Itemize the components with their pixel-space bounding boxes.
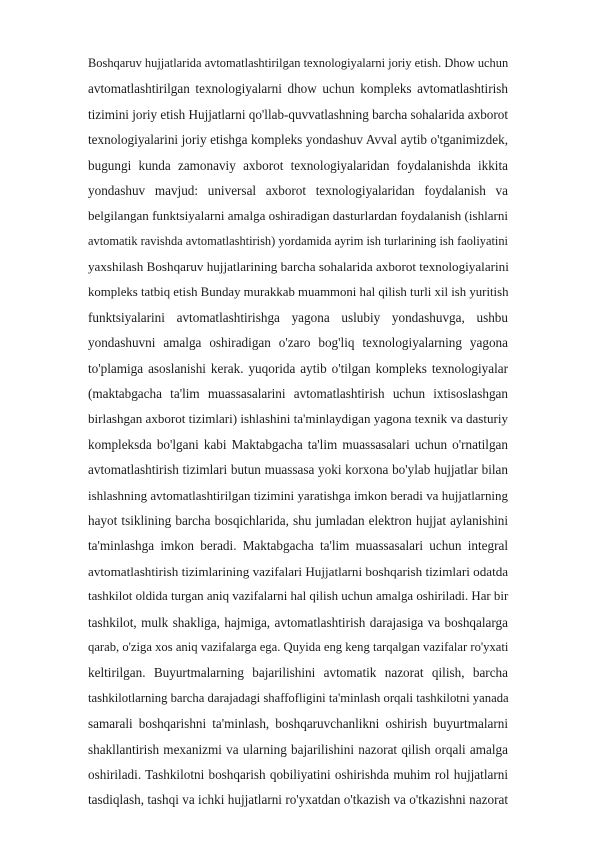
text-line: bugungi kunda zamonaviy axborot texnologiyalaridan foydalanishda ikkita — [88, 157, 508, 173]
text-line: ishlashning avtomatlashtirilgan tizimini yaratishga imkon beradi va hujjatlarning — [88, 487, 508, 503]
text-line: samarali boshqarishni ta'minlash, boshqaruvchanlikni oshirish buyurtmalarni — [88, 716, 508, 732]
text-line: belgilangan funktsiyalarni amalga oshiradigan dasturlardan foydalanish (ishlarni — [88, 208, 508, 224]
text-line: birlashgan axborot tizimlari) ishlashini ta'minlaydigan yagona texnik va dasturiy — [88, 411, 508, 427]
text-line: avtomatlashtirish tizimlarining vazifalari Hujjatlarni boshqarish tizimlari odatda — [88, 563, 509, 579]
text-line: to'plamiga asoslanishi kerak. yuqorida aytib o'tilgan kompleks texnologiyalar — [88, 360, 508, 376]
text-line: Boshqaruv hujjatlarida avtomatlashtirilgan texnologiyalarni joriy etish. Dhow uchun — [88, 56, 509, 70]
text-line: kompleksda bo'lgani kabi Maktabgacha ta'lim muassasalari uchun o'rnatilgan — [88, 436, 508, 452]
text-line: yondashuv mavjud: universal axborot texnologiyalaridan foydalanish va — [88, 182, 508, 198]
text-line: tasdiqlash, tashqi va ichki hujjatlarni ro'yxatdan o'tkazish va o'tkazishni nazorat — [88, 792, 508, 808]
text-line: tashkilot oldida turgan aniq vazifalarni hal qilish uchun amalga oshiriladi. Har bir — [88, 589, 509, 604]
text-line: tashkilot, mulk shakliga, hajmiga, avtomatlashtirish darajasiga va boshqalarga — [88, 614, 508, 630]
text-line: funktsiyalarini avtomatlashtirishga yagona uslubiy yondashuvga, ushbu — [88, 309, 508, 325]
text-line: (maktabgacha ta'lim muassasalarini avtomatlashtirish uchun ixtisoslashgan — [88, 386, 508, 402]
text-line: kompleks tatbiq etish Bunday murakkab muammoni hal qilish turli xil ish yuritish — [88, 284, 509, 299]
body-paragraph — [88, 51, 508, 813]
text-line: avtomatlashtirilgan texnologiyalarni dhow uchun kompleks avtomatlashtirish — [88, 81, 508, 97]
text-line: yondashuvni amalga oshiradigan o'zaro bog'liq texnologiyalarning yagona — [88, 335, 508, 351]
text-line: tashkilotlarning barcha darajadagi shaffofligini ta'minlash orqali tashkilotni yanada — [88, 690, 509, 705]
text-line: keltirilgan. Buyurtmalarning bajarilishini avtomatik nazorat qilish, barcha — [88, 665, 508, 681]
text-line: ta'minlashga imkon beradi. Maktabgacha ta'lim muassasalari uchun integral — [88, 538, 508, 554]
text-line: avtomatlashtirish tizimlari butun muassasa yoki korxona bo'ylab hujjatlar bilan — [88, 462, 508, 478]
text-line: oshiriladi. Tashkilotni boshqarish qobiliyatini oshirishda muhim rol hujjatlarni — [88, 766, 508, 782]
text-line: avtomatik ravishda avtomatlashtirish) yordamida ayrim ish turlarining ish faoliyatini — [88, 233, 508, 248]
text-line: qarab, o'ziga xos aniq vazifalarga ega. Quyida eng keng tarqalgan vazifalar ro'yxati — [88, 639, 509, 654]
text-line: tizimini joriy etish Hujjatlarni qo'llab-quvvatlashning barcha sohalarida axborot — [88, 106, 508, 122]
text-line: hayot tsiklining barcha bosqichlarida, shu jumladan elektron hujjat aylanishini — [88, 513, 508, 529]
text-line: yaxshilash Boshqaruv hujjatlarining barcha sohalarida axborot texnologiyalarini — [88, 259, 509, 275]
text-line: texnologiyalarini joriy etishga kompleks yondashuv Avval aytib o'tganimizdek, — [88, 132, 508, 148]
text-line: shakllantirish mexanizmi va ularning bajarilishini nazorat qilish orqali amalga — [88, 741, 508, 757]
